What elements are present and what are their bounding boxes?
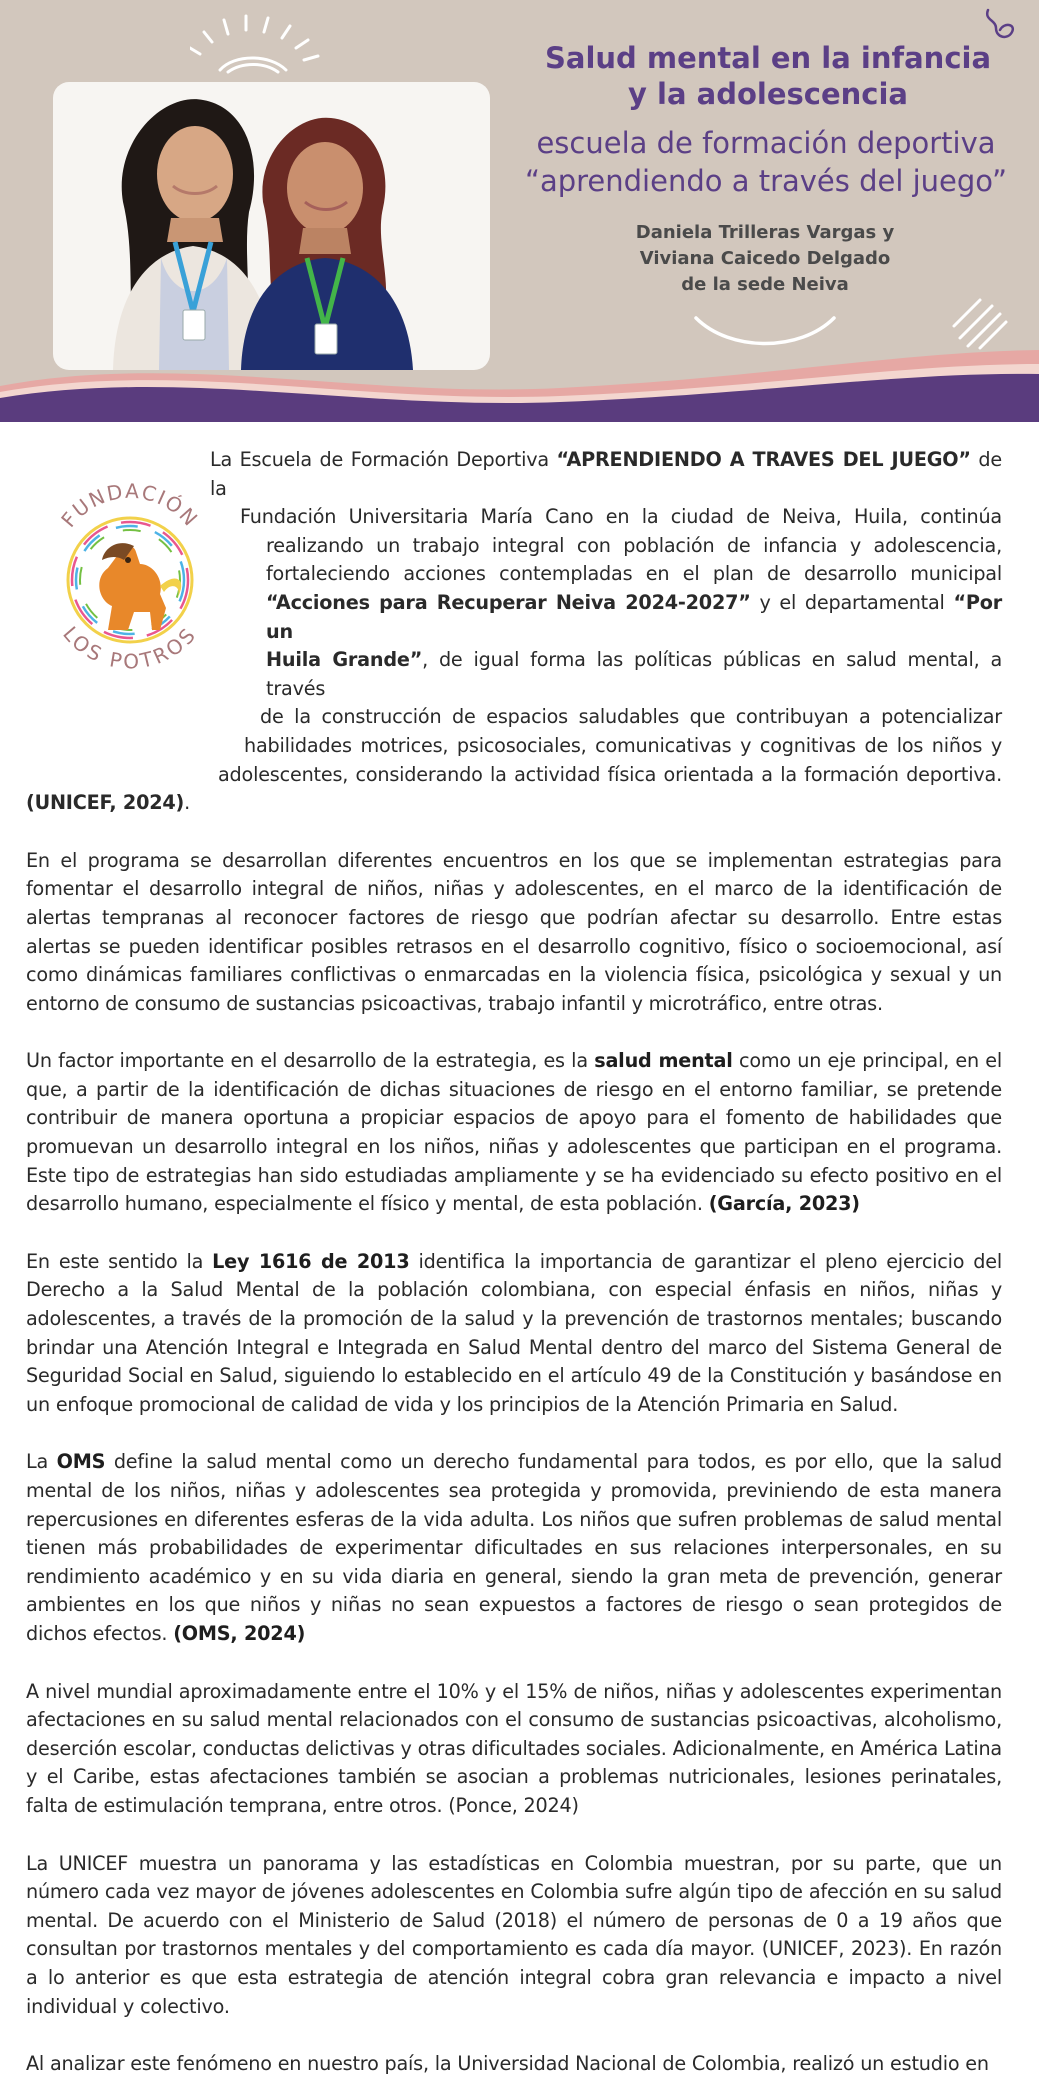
intro-line: de la construcción de espacios saludables que contribuyan a potencializar bbox=[260, 705, 1002, 729]
article-authors bbox=[600, 220, 930, 298]
subtitle-line-2: “aprendiendo a través del juego” bbox=[524, 164, 1008, 198]
header-banner bbox=[0, 0, 1039, 422]
intro-line: realizando un trabajo integral con población de infancia y adolescencia, bbox=[266, 533, 1002, 557]
paragraph-mental-health: Un factor importante en el desarrollo de la estrategia, es la salud mental como un eje principal, en el que, a partir de la identificación de dichas situaciones de riesgo en el entorno familiar, se pretende contribuir de manera oportuna a propiciar espacios de apoyo para el fomento de habilidades que promuevan un desarrollo integral en los niños, niñas y adolescentes que participan en el programa. Este tipo de estrategias han sido estudiadas ampliamente y se ha evidenciado su efecto positivo en el desarrollo humano, especialmente el físico y mental, de esta población. (García, 2023) bbox=[26, 1049, 1003, 1216]
article-title bbox=[520, 40, 1016, 112]
authors-line-3: de la sede Neiva bbox=[681, 274, 849, 295]
subtitle-line-1: escuela de formación deportiva bbox=[536, 126, 996, 160]
paragraph-analysis: Al analizar este fenómeno en nuestro país, la Universidad Nacional de Colombia, realizó un estudio en bbox=[26, 2052, 989, 2076]
paragraph-law: En este sentido la Ley 1616 de 2013 identifica la importancia de garantizar el pleno ejercicio del Derecho a la Salud Mental de la población colombiana, con especial énfasis en niños, niñas y adolescentes, a través de la promoción de la salud y la prevención de trastornos mentales; buscando brindar una Atención Integral e Integrada en Salud Mental dentro del marco del Sistema General de Seguridad Social en Salud, siguiendo lo establecido en el artículo 49 de la Constitución y basándose en un enfoque promocional de calidad de vida y los principios de la Atención Primaria en Salud. bbox=[26, 1249, 1002, 1416]
paragraph-oms: La OMS define la salud mental como un derecho fundamental para todos, es por ello, que la salud mental de los niños, niñas y adolescentes sea protegida y promovida, previniendo de esta manera repercusiones en diferentes esferas de la vida adulta. Los niños que sufren problemas de salud mental tienen más probabilidades de experimentar dificultades en sus relaciones interpersonales, en su rendimiento académico y en su vida diaria en general, siendo la gran meta de prevención, generar ambientes en los que niños y niñas no sean expuestos a factores de riesgo o sean protegidos de dichos efectos. (OMS, 2024) bbox=[26, 1450, 1002, 1645]
intro-line: habilidades motrices, psicosociales, comunicativas y cognitivas de los niños y bbox=[244, 733, 1002, 757]
intro-line: La Escuela de Formación Deportiva “APRENDIENDO A TRAVES DEL JUEGO” de la bbox=[210, 448, 1003, 500]
intro-line: Fundación Universitaria María Cano en la ciudad de Neiva, Huila, continúa bbox=[240, 505, 1002, 529]
diagonal-lines-icon bbox=[950, 286, 1010, 352]
title-line-1: Salud mental en la infancia bbox=[544, 41, 992, 75]
sun-rays-icon bbox=[190, 14, 320, 74]
logo-top-text: FUNDACIÓN bbox=[56, 478, 204, 532]
intro-line: fortaleciendo acciones contempladas en el plan de desarrollo municipal bbox=[266, 562, 1002, 586]
paragraph-global: A nivel mundial aproximadamente entre el 10% y el 15% de niños, niñas y adolescentes experimentan afectaciones en su salud mental relacionados con el consumo de sustancias psicoactivas, alcoholismo, deserción escolar, conductas delictivas y otras dificultades sociales. Adicionalmente, en América Latina y el Caribe, estas afectaciones también se asocian a problemas nutricionales, lesiones perinatales, falta de estimulación temprana, entre otros. (Ponce, 2024) bbox=[26, 1679, 1002, 1817]
person-right bbox=[241, 118, 413, 370]
intro-line: adolescentes, considerando la actividad física orientada a la formación deportiva. bbox=[218, 762, 1002, 786]
paragraph-program: En el programa se desarrollan diferentes encuentros en los que se implementan estrategias para fomentar el desarrollo integral de niños, niñas y adolescentes, en el marco de la identificación de alertas tempranas al reconocer factores de riesgo que podrían afectar su desarrollo. Entre estas alertas se pueden identificar posibles retrasos en el desarrollo cognitivo, físico o socioemocional, así como dinámicas familiares conflictivas o enmarcadas en la violencia física, psicológica y sexual y un entorno de consumo de sustancias psicoactivas, trabajo infantil y microtráfico, entre otras. bbox=[26, 848, 1002, 1015]
authors-line-1: Daniela Trilleras Vargas y bbox=[635, 222, 895, 243]
paragraph-unicef: La UNICEF muestra un panorama y las estadísticas en Colombia muestran, por su parte, que un número cada vez mayor de jóvenes adolescentes en Colombia sufre algún tipo de afección en su salud mental. De acuerdo con el Ministerio de Salud (2018) el número de personas de 0 a 19 años que consultan por trastornos mentales y del comportamiento es cada día mayor. (UNICEF, 2023). En razón a lo anterior es que esta estrategia de atención integral cobra gran relevancia e impacto a nivel individual y colectivo. bbox=[26, 1851, 1002, 2018]
article-body bbox=[26, 446, 1002, 2079]
authors-line-2: Viviana Caicedo Delgado bbox=[639, 248, 891, 269]
article-subtitle bbox=[496, 124, 1036, 200]
intro-line: (UNICEF, 2024). bbox=[26, 791, 191, 815]
logo-bottom-text: LOS POTROS bbox=[58, 621, 202, 674]
authors-photo bbox=[53, 82, 490, 370]
smile-curve-icon bbox=[690, 312, 840, 352]
intro-line: Huila Grande”, de igual forma las políticas públicas en salud mental, a través bbox=[266, 648, 1003, 700]
intro-line: “Acciones para Recuperar Neiva 2024-2027” y el departamental “Por un bbox=[266, 590, 1002, 643]
title-line-2: y la adolescencia bbox=[628, 77, 908, 111]
intro-paragraph bbox=[26, 446, 1002, 818]
